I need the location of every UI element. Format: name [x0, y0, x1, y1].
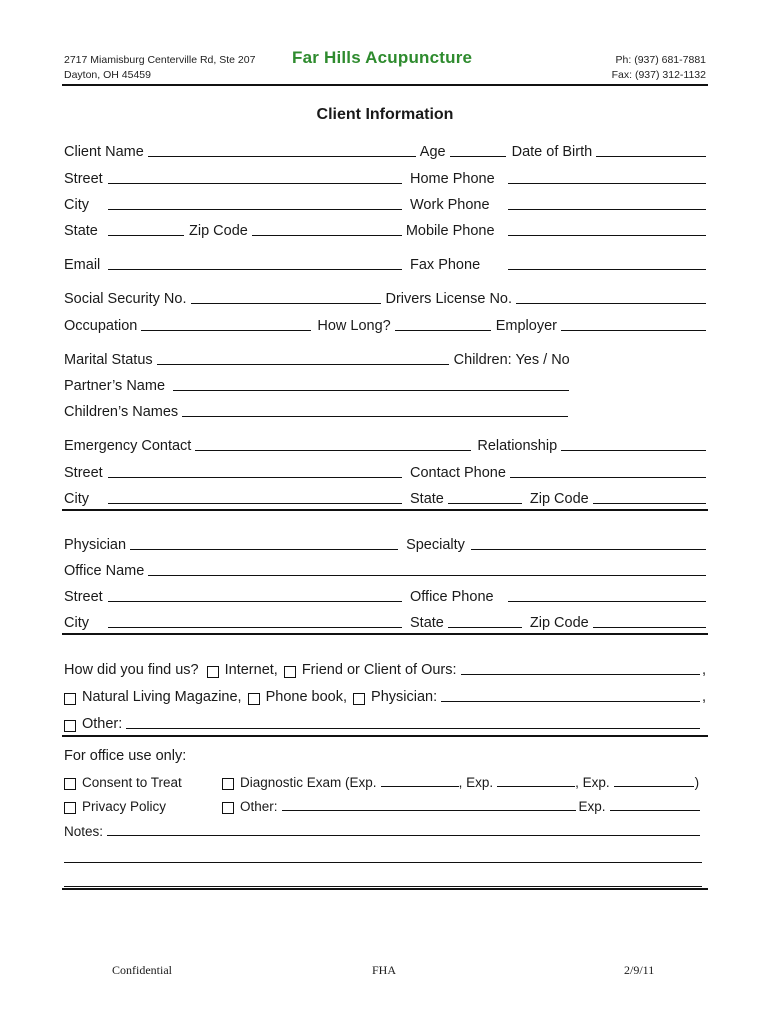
emergency-zip-field[interactable] [593, 488, 706, 504]
office-exp-label: Exp. [578, 799, 606, 814]
row-office-use-1 [64, 770, 706, 790]
row-emergency-city [64, 487, 706, 507]
magazine-checkbox[interactable] [64, 693, 76, 705]
row-city [64, 193, 706, 213]
specialty-field[interactable] [471, 534, 706, 550]
row-occupation [64, 314, 706, 334]
address-line-2: Dayton, OH 45459 [64, 69, 151, 81]
mobile-phone-field[interactable] [508, 220, 706, 236]
privacy-label: Privacy Policy [82, 799, 167, 814]
office-name-label: Office Name [64, 563, 145, 579]
row-office-use-heading [64, 744, 706, 764]
diagnostic-exp-3[interactable] [614, 771, 694, 787]
section-divider-3 [62, 735, 708, 737]
row-street [64, 167, 706, 187]
physician-field[interactable] [130, 534, 398, 550]
office-state-field[interactable] [448, 612, 522, 628]
row-emergency-street [64, 461, 706, 481]
page-title: Client Information [316, 106, 454, 123]
row-referral-3 [64, 712, 706, 732]
row-office-street [64, 585, 706, 605]
row-state [64, 219, 706, 239]
office-other-label: Other: [240, 799, 278, 814]
emergency-state-field[interactable] [448, 488, 522, 504]
emergency-field[interactable] [195, 435, 471, 451]
office-other-field[interactable] [282, 795, 576, 811]
home-phone-field[interactable] [508, 168, 706, 184]
diagnostic-exp-3-label: , Exp. [575, 775, 610, 790]
row-referral-2 [64, 685, 706, 705]
zip-field[interactable] [252, 220, 402, 236]
privacy-checkbox[interactable] [64, 802, 76, 814]
emergency-state-label: State [410, 491, 444, 507]
license-field[interactable] [516, 288, 706, 304]
marital-label: Marital Status [64, 352, 153, 368]
city-label: City [64, 197, 89, 213]
footer-confidential: Confidential [112, 963, 172, 977]
internet-checkbox[interactable] [207, 666, 219, 678]
physician-referral-checkbox[interactable] [353, 693, 365, 705]
row-emergency [64, 434, 706, 454]
occupation-label: Occupation [64, 318, 138, 334]
phone-number: Ph: (937) 681-7881 [615, 54, 706, 66]
notes-field-3[interactable] [64, 871, 702, 887]
phonebook-checkbox[interactable] [248, 693, 260, 705]
row-client-name [64, 140, 706, 160]
section-divider-1 [62, 509, 708, 511]
internet-label: Internet, [224, 662, 278, 678]
office-use-heading: For office use only: [64, 748, 187, 764]
work-phone-field[interactable] [508, 194, 706, 210]
office-zip-label: Zip Code [529, 615, 589, 631]
contact-phone-label: Contact Phone [410, 465, 506, 481]
childrens-names-field[interactable] [182, 401, 568, 417]
ssn-label: Social Security No. [64, 291, 187, 307]
row-childrens-names [64, 400, 706, 420]
employer-field[interactable] [561, 315, 706, 331]
specialty-label: Specialty [406, 537, 465, 553]
office-state-label: State [410, 615, 444, 631]
emergency-street-field[interactable] [108, 462, 402, 478]
other-referral-label: Other: [82, 716, 123, 732]
partner-field[interactable] [173, 375, 569, 391]
row-partner [64, 374, 706, 394]
relationship-label: Relationship [477, 438, 558, 454]
magazine-label: Natural Living Magazine, [82, 689, 242, 705]
office-other-checkbox[interactable] [222, 802, 234, 814]
email-label: Email [64, 257, 101, 273]
state-label: State [64, 223, 98, 239]
referral-question: How did you find us? [64, 662, 199, 678]
fax-number: Fax: (937) 312-1132 [611, 69, 706, 81]
diagnostic-checkbox[interactable] [222, 778, 234, 790]
friend-label: Friend or Client of Ours: [301, 662, 457, 678]
friend-checkbox[interactable] [284, 666, 296, 678]
emergency-street-label: Street [64, 465, 103, 481]
emergency-city-label: City [64, 491, 89, 507]
contact-phone-field[interactable] [510, 462, 706, 478]
section-divider-2 [62, 633, 708, 635]
how-long-field[interactable] [395, 315, 491, 331]
marital-field[interactable] [157, 349, 449, 365]
partner-label: Partner’s Name [64, 378, 166, 394]
row-notes-2 [64, 846, 706, 866]
dob-field[interactable] [596, 141, 706, 157]
emergency-zip-label: Zip Code [529, 491, 589, 507]
row-office-use-2 [64, 794, 706, 814]
notes-field-1[interactable] [107, 820, 700, 836]
header-divider [62, 84, 708, 86]
home-phone-label: Home Phone [410, 171, 495, 187]
age-field[interactable] [450, 141, 506, 157]
notes-field-2[interactable] [64, 847, 702, 863]
row-physician [64, 533, 706, 553]
city-field[interactable] [108, 194, 402, 210]
diagnostic-exp-2[interactable] [497, 771, 575, 787]
children-label[interactable]: Children: Yes / No [453, 352, 570, 368]
office-street-field[interactable] [108, 586, 402, 602]
ssn-field[interactable] [191, 288, 381, 304]
other-referral-checkbox[interactable] [64, 720, 76, 732]
emergency-label: Emergency Contact [64, 438, 192, 454]
state-field[interactable] [108, 220, 184, 236]
diagnostic-exp-2-label: , Exp. [458, 775, 494, 790]
consent-label: Consent to Treat [82, 775, 182, 790]
childrens-names-label: Children’s Names [64, 404, 179, 420]
email-field[interactable] [108, 254, 402, 270]
office-city-field[interactable] [108, 612, 402, 628]
occupation-field[interactable] [141, 315, 311, 331]
physician-referral-label: Physician: [371, 689, 438, 705]
diagnostic-exp-1[interactable] [381, 771, 459, 787]
diagnostic-close-paren: ) [694, 775, 700, 790]
row-office-city [64, 611, 706, 631]
client-name-label: Client Name [64, 144, 144, 160]
consent-checkbox[interactable] [64, 778, 76, 790]
office-phone-label: Office Phone [410, 589, 494, 605]
other-referral-field[interactable] [126, 713, 700, 729]
fax-phone-field[interactable] [508, 254, 706, 270]
license-label: Drivers License No. [385, 291, 513, 307]
diagnostic-label: Diagnostic Exam (Exp. [240, 775, 377, 790]
relationship-field[interactable] [561, 435, 706, 451]
mobile-phone-label: Mobile Phone [405, 223, 495, 239]
notes-label: Notes: [64, 824, 104, 839]
physician-label: Physician [64, 537, 127, 553]
referral-comma-1: , [701, 662, 706, 678]
office-phone-field[interactable] [508, 586, 706, 602]
office-city-label: City [64, 615, 89, 631]
address-line-1: 2717 Miamisburg Centerville Rd, Ste 207 [64, 54, 256, 66]
client-name-field[interactable] [148, 141, 416, 157]
street-field[interactable] [108, 168, 402, 184]
work-phone-label: Work Phone [410, 197, 490, 213]
office-name-field[interactable] [148, 560, 706, 576]
section-divider-4 [62, 888, 708, 890]
dob-label: Date of Birth [511, 144, 593, 160]
age-label: Age [419, 144, 446, 160]
friend-field[interactable] [461, 659, 700, 675]
footer-date: 2/9/11 [624, 963, 655, 977]
office-street-label: Street [64, 589, 103, 605]
brand-title: Far Hills Acupuncture [292, 48, 473, 67]
emergency-city-field[interactable] [108, 488, 402, 504]
row-notes [64, 819, 706, 839]
row-office-name [64, 559, 706, 579]
row-email [64, 253, 706, 273]
physician-referral-field[interactable] [441, 686, 700, 702]
row-notes-3 [64, 870, 706, 890]
office-zip-field[interactable] [593, 612, 706, 628]
phonebook-label: Phone book, [265, 689, 348, 705]
referral-comma-2: , [701, 689, 706, 705]
row-marital [64, 348, 706, 368]
row-ssn [64, 287, 706, 307]
zip-label: Zip Code [189, 223, 248, 239]
row-referral-1 [64, 658, 706, 678]
footer-code: FHA [372, 963, 397, 977]
how-long-label: How Long? [317, 318, 391, 334]
street-label: Street [64, 171, 103, 187]
employer-label: Employer [495, 318, 557, 334]
fax-phone-label: Fax Phone [410, 257, 481, 273]
office-exp-field[interactable] [610, 795, 700, 811]
